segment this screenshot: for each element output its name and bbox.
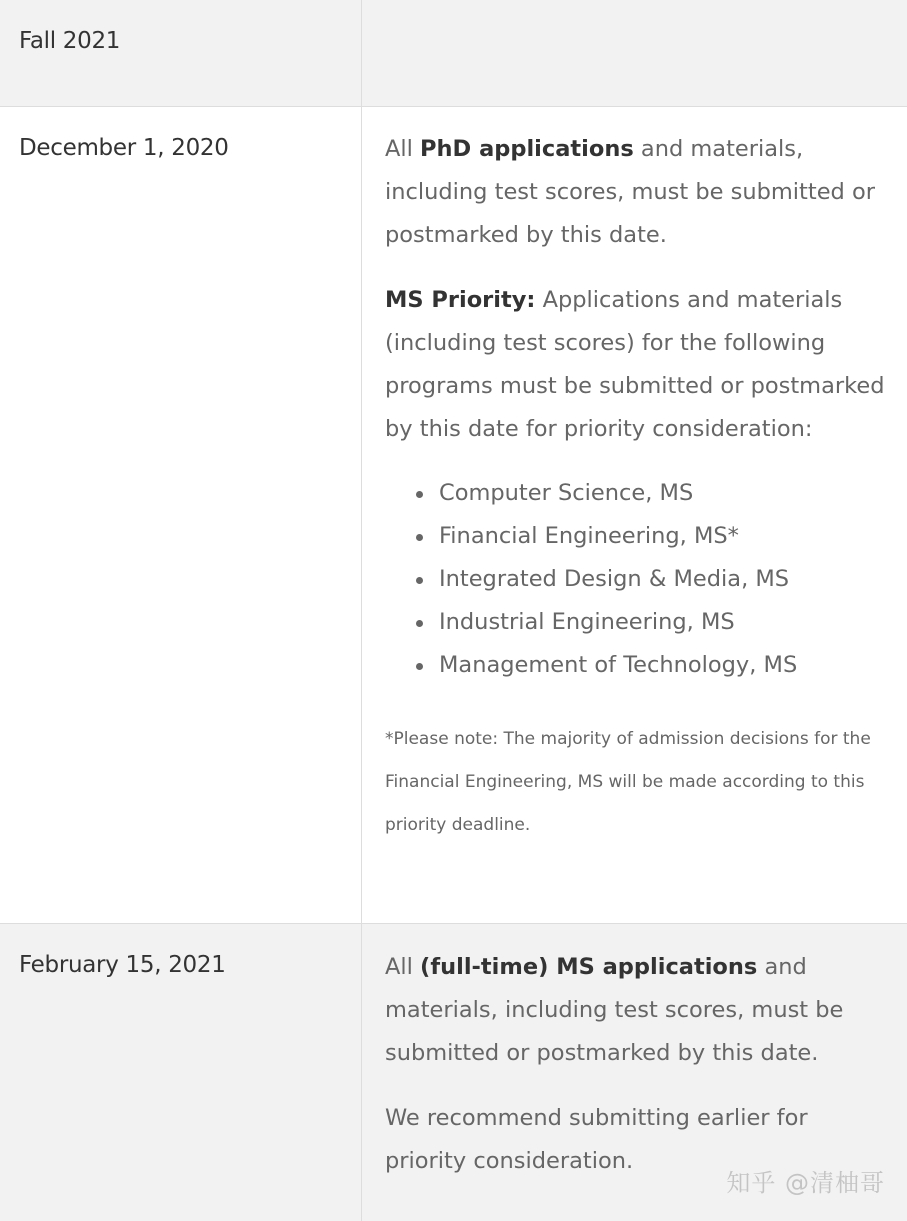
deadline-row-december [0, 106, 907, 923]
text-fragment: All [385, 136, 421, 162]
deadline-date-cell [0, 107, 362, 923]
ms-deadline-text [385, 946, 893, 1075]
term-header-row [0, 0, 907, 106]
ms-priority-label: MS Priority: [385, 287, 536, 313]
program-name: Integrated Design & Media, MS [439, 566, 790, 592]
bullet-icon [416, 620, 423, 627]
text-fragment: All [385, 954, 421, 980]
ms-priority-text [385, 279, 893, 451]
program-name: Industrial Engineering, MS [439, 609, 735, 635]
term-header-empty-cell [362, 0, 907, 106]
list-item [416, 472, 893, 515]
list-item [416, 601, 893, 644]
program-name: Management of Technology, MS [439, 652, 798, 678]
recommendation-text: We recommend submitting earlier for priority consideration. [385, 1105, 808, 1174]
text-fragment: and materials, including test scores, must be submitted or postmarked by this date. [385, 954, 844, 1066]
bullet-icon [416, 577, 423, 584]
deadline-description-cell [362, 107, 907, 923]
list-item [416, 515, 893, 558]
term-header [0, 0, 362, 106]
program-name: Computer Science, MS [439, 480, 694, 506]
text-fragment: and materials, including test scores, must be submitted or postmarked by this date. [385, 136, 875, 248]
term-label: Fall 2021 [19, 28, 121, 54]
phd-deadline-text [385, 128, 893, 257]
deadline-date: February 15, 2021 [19, 952, 226, 978]
list-item [416, 644, 893, 687]
program-name: Financial Engineering, MS* [439, 523, 739, 549]
list-item [416, 558, 893, 601]
bullet-icon [416, 663, 423, 670]
deadline-date: December 1, 2020 [19, 135, 229, 161]
watermark: 知乎 @清柚哥 [726, 1169, 885, 1197]
phd-applications-emphasis: PhD applications [420, 136, 634, 162]
priority-program-list [385, 472, 893, 687]
bullet-icon [416, 491, 423, 498]
priority-note: *Please note: The majority of admission decisions for the Financial Engineering, MS will be made according to this priority deadline. [385, 729, 871, 835]
text-fragment: Applications and materials (including test scores) for the following programs must be submitted or postmarked by this date for priority consideration: [385, 287, 885, 442]
deadline-date-cell [0, 924, 362, 1221]
bullet-icon [416, 534, 423, 541]
full-time-ms-emphasis: (full-time) MS applications [420, 954, 758, 980]
